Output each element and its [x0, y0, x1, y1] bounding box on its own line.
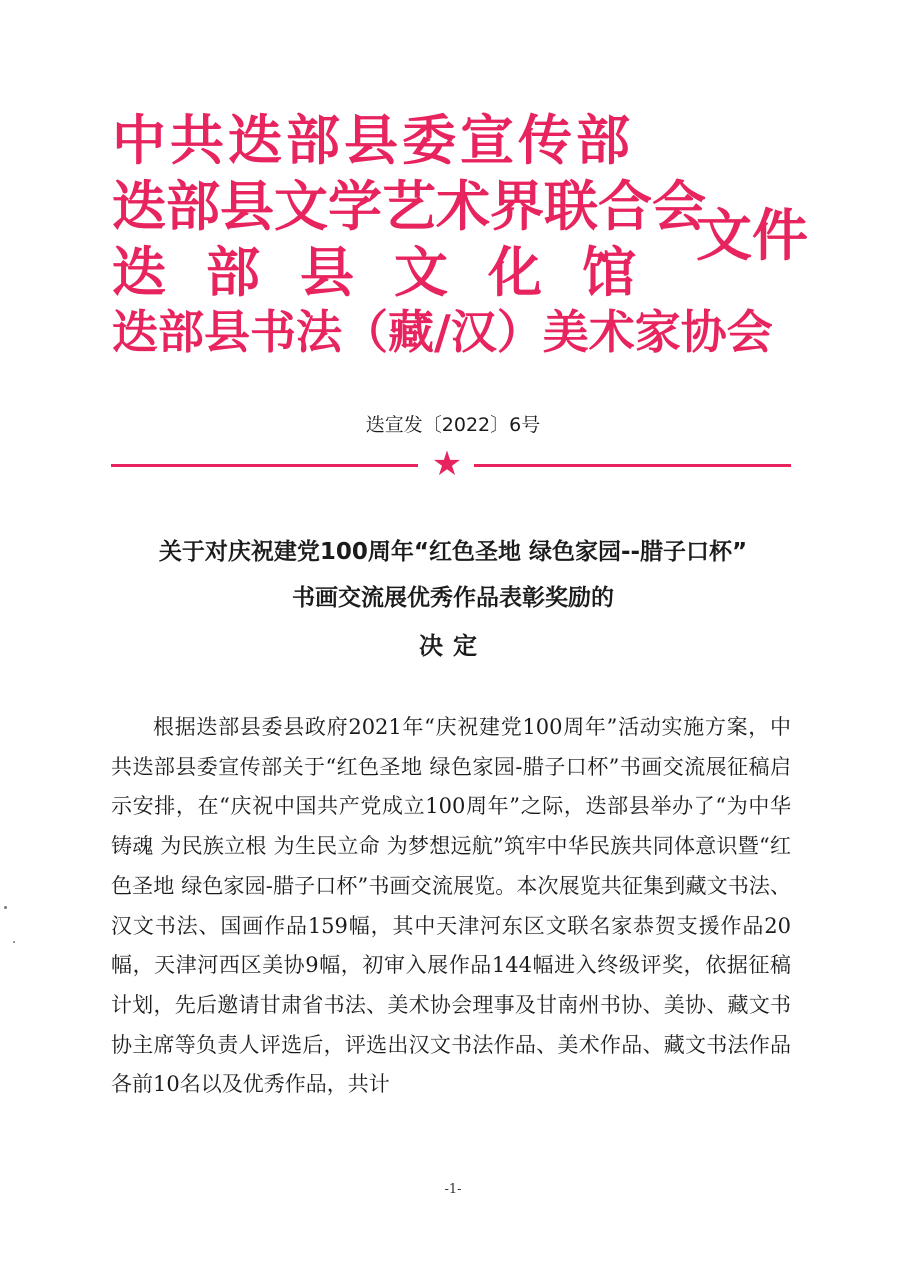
- divider-line-left: [111, 464, 418, 467]
- issuing-org-4: 迭部县书法（藏/汉）美术家协会: [112, 305, 773, 359]
- issuing-org-2: 迭部县文学艺术界联合会: [112, 175, 706, 238]
- issuing-org-3: 迭部县文化馆: [112, 241, 676, 304]
- divider-line-right: [474, 464, 791, 467]
- document-title-line-1: 关于对庆祝建党100周年“红色圣地 绿色家园--腊子口杯”: [158, 539, 748, 565]
- scan-speck: [4, 906, 7, 909]
- document-number: 迭宣发〔2022〕6号: [365, 414, 541, 436]
- scan-speck: [13, 941, 15, 943]
- document-kind-label: 文件: [696, 204, 808, 269]
- red-divider: [111, 444, 791, 484]
- body-paragraph: 根据迭部县委县政府2021年“庆祝建党100周年”活动实施方案，中共迭部县委宣传部关于“红色圣地 绿色家园-腊子口杯”书画交流展征稿启示安排，在“庆祝中国共产党成立100周年”之际，迭部县举办了“为中华铸魂 为民族立根 为生民立命 为梦想远航”筑牢中华民族共同体意识暨“红色圣地 绿色家园-腊子口杯”书画交流展览。本次展览共征集到藏文书法、汉文书法、国画作品159幅，其中天津河东区文联名家恭贺支援作品20幅，天津河西区美协9幅，初审入展作品144幅进入终级评奖，依据征稿计划，先后邀请甘肃省书法、美术协会理事及甘南州书协、美协、藏文书协主席等负责人评选后，评选出汉文书法作品、美术作品、藏文书法作品各前10名以及优秀作品，共计: [111, 715, 791, 1097]
- star-icon: ★: [431, 444, 463, 484]
- issuing-org-1: 中共迭部县委宣传部: [112, 109, 634, 172]
- document-title-line-3: 决定: [419, 632, 487, 660]
- document-title-line-2: 书画交流展优秀作品表彰奖励的: [292, 585, 614, 611]
- document-header: [112, 98, 812, 358]
- page-number: -1-: [444, 1182, 462, 1197]
